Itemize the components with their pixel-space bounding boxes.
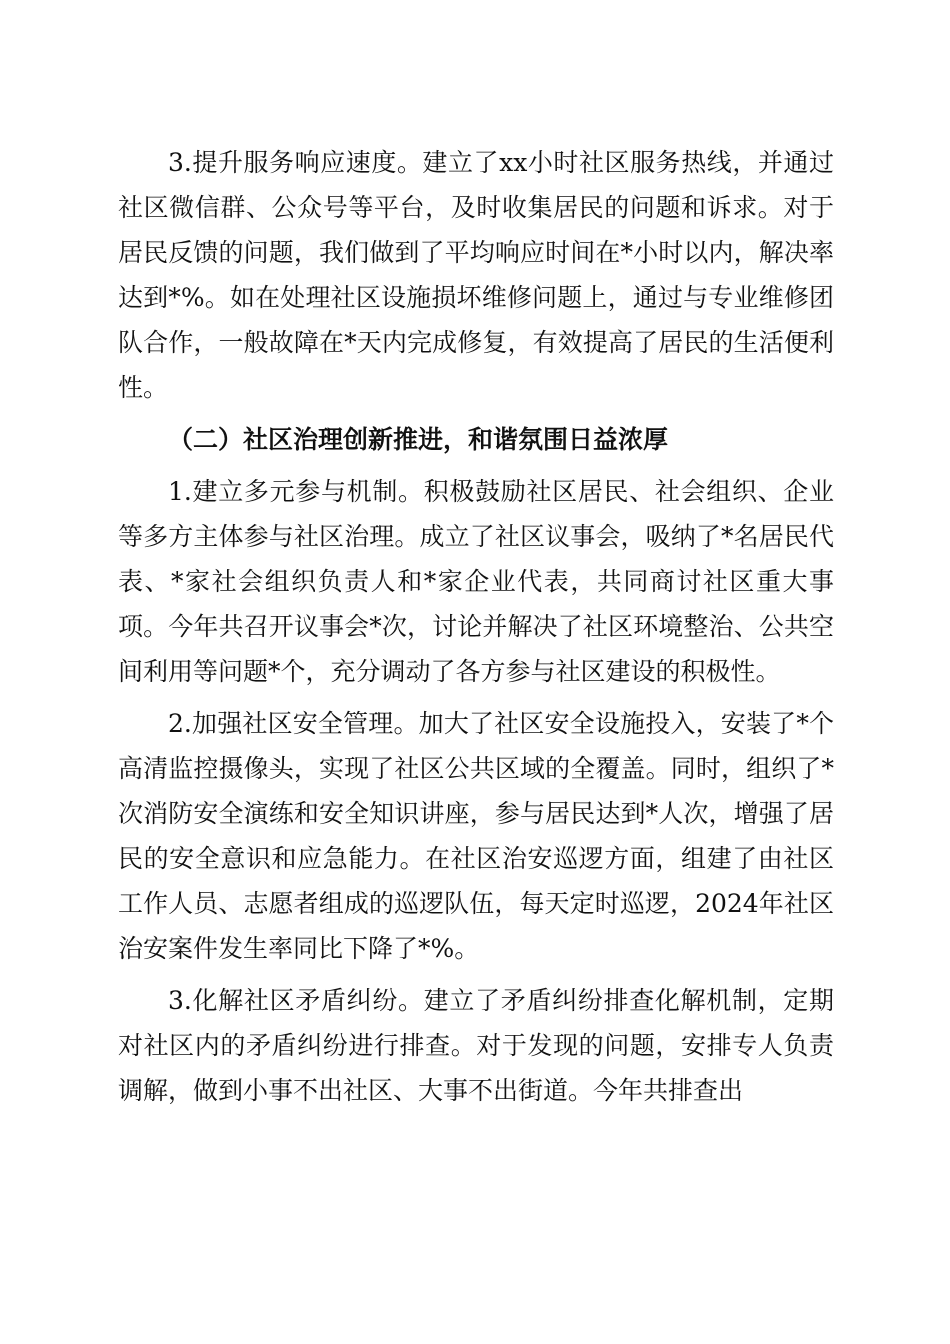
paragraph-disputes: 3.化解社区矛盾纠纷。建立了矛盾纠纷排查化解机制，定期对社区内的矛盾纠纷进行排查。对于发现的问题，安排专人负责调解，做到小事不出社区、大事不出街道。今年共排查出 — [118, 986, 834, 1105]
paragraph-safety: 2.加强社区安全管理。加大了社区安全设施投入，安装了*个高清监控摄像头，实现了社区公共区域的全覆盖。同时，组织了*次消防安全演练和安全知识讲座，参与居民达到*人次，增强了居民的安全意识和应急能力。在社区治安巡逻方面，组建了由社区工作人员、志愿者组成的巡逻队伍，每天定时巡逻，2024年社区治安案件发生率同比下降了*%。 — [118, 709, 834, 963]
section-heading-governance: （二）社区治理创新推进，和谐氛围日益浓厚 — [168, 425, 669, 454]
paragraph-service-response: 3.提升服务响应速度。建立了xx小时社区服务热线，并通过社区微信群、公众号等平台，及时收集居民的问题和诉求。对于居民反馈的问题，我们做到了平均响应时间在*小时以内，解决率达到*%。如在处理社区设施损坏维修问题上，通过与专业维修团队合作，一般故障在*天内完成修复，有效提高了居民的生活便利性。 — [118, 148, 834, 402]
paragraph-participation: 1.建立多元参与机制。积极鼓励社区居民、社会组织、企业等多方主体参与社区治理。成立了社区议事会，吸纳了*名居民代表、*家社会组织负责人和*家企业代表，共同商讨社区重大事项。今年共召开议事会*次，讨论并解决了社区环境整治、公共空间利用等问题*个，充分调动了各方参与社区建设的积极性。 — [118, 477, 834, 686]
document-body — [118, 140, 834, 1113]
